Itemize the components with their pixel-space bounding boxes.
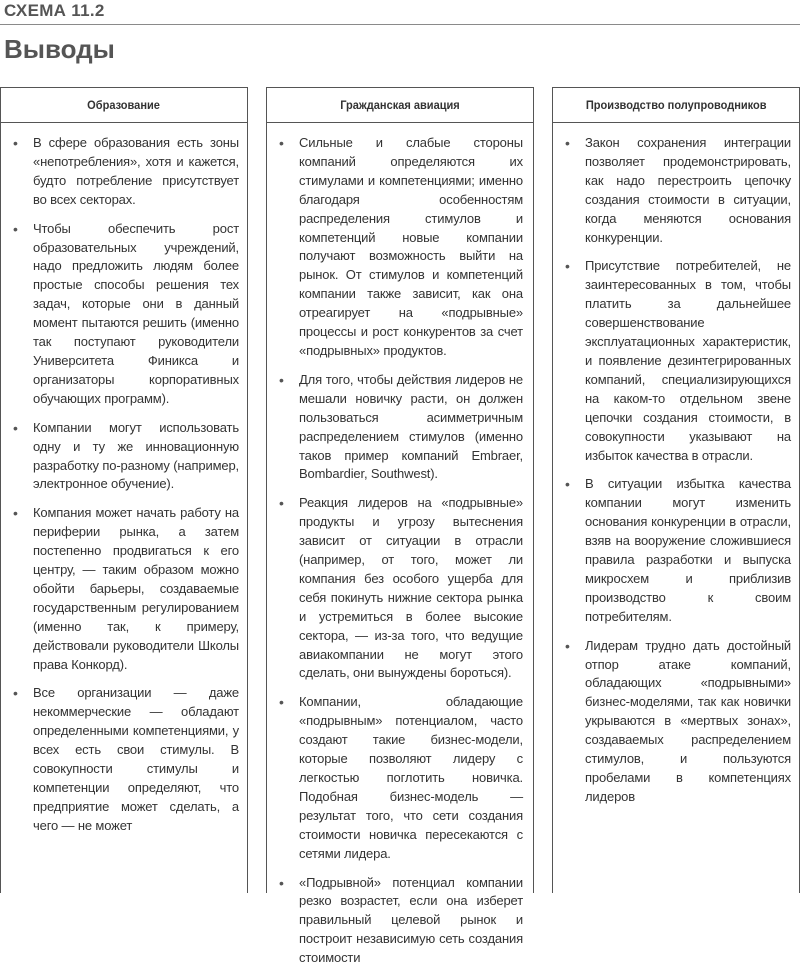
column-header [1, 88, 247, 123]
bullet-icon: • [279, 371, 284, 388]
bullet-icon: • [13, 135, 18, 151]
bullet-icon: • [565, 637, 570, 654]
list-item [13, 419, 239, 495]
column-semiconductors [552, 87, 800, 893]
column-header [553, 88, 799, 123]
bullet-icon: • [279, 694, 284, 711]
list-item [13, 134, 239, 210]
list-item-text: Для того, чтобы действия лидеров не мешали новичку расти, он должен пользоваться асимметричным распределением стимулов (именно таков пример компаний Embraer, Bombardier, Southwest). [299, 371, 523, 482]
list-item-text: Лидерам трудно дать достойный отпор атаке компаний, обладающих «подрывными» бизнес-моделями, так как новички укрываются в «мертвых зонах», создаваемых распределением стимулов, и пользуются пробелами в компетенциях лидеров [585, 637, 791, 804]
list-item-text: Компании могут использовать одну и ту же инновационную разработку по-разному (например, электронное обучение). [33, 419, 239, 492]
page-title: Выводы [4, 34, 115, 64]
bullet-icon: • [565, 135, 570, 151]
list-item [279, 371, 523, 484]
list-item-text: Присутствие потребителей, не заинтересованных в том, чтобы платить за дальнейшее совершенствование эксплуатационных характеристик, и появление дезинтегрированных компаний, специализирующихся на каком-то отдельном звене цепочки создания стоимости, в совокупности указывают на избыток качества в отрасли. [585, 258, 791, 463]
bullet-list [267, 123, 533, 968]
bullet-icon: • [13, 419, 18, 436]
bullet-icon: • [279, 135, 284, 151]
column-header-label: Образование [87, 98, 161, 112]
list-item-text: Сильные и слабые стороны компаний определяются их стимулами и компетенциями; именно благодаря особенностям распределения стимулов и компетенций новые компании получают возможность выйти на рынок. От стимулов и компетенций компании также зависит, как она отреагирует на «подрывные» процессы и рост конкурентов за счет «подрывных» продуктов. [299, 135, 523, 358]
bullet-list [553, 123, 799, 807]
list-item [13, 220, 239, 409]
scheme-label: СХЕМА 11.2 [4, 1, 105, 20]
column-header [267, 88, 533, 123]
list-item-text: Компании, обладающие «подрывным» потенциалом, часто создают такие бизнес-модели, которые позволяют лидеру с легкостью поглотить новичка. Подобная бизнес-модель — результат того, что сети создания стоимости новичка пересекаются с сетями лидера. [299, 694, 523, 861]
top-divider [0, 24, 800, 25]
bullet-icon: • [565, 258, 570, 275]
list-item-text: Закон сохранения интеграции позволяет продемонстрировать, как надо перестроить цепочку создания стоимости в ситуации, когда меняются основания конкуренции. [585, 135, 791, 245]
list-item-text: Чтобы обеспечить рост образовательных учреждений, надо предложить людям более простые способы решения тех задач, которые они в данный момент пытаются решить (именно так поступают руководители Университета Финикса и организаторы корпоративных обучающих программ). [33, 220, 239, 406]
bullet-list [1, 123, 247, 836]
bullet-icon: • [13, 220, 18, 237]
column-header-label: Гражданская авиация [340, 98, 460, 112]
list-item [565, 257, 791, 465]
list-item [565, 475, 791, 626]
list-item-text: Все организации — даже некоммерческие — обладают определенными компетенциями, у всех есть свои стимулы. В совокупности стимулы и компетенции определяют, что предприятие может сделать, а чего — не может [33, 685, 239, 833]
column-education [0, 87, 248, 893]
list-item [13, 504, 239, 674]
list-item [279, 874, 523, 968]
column-civil-aviation [266, 87, 534, 966]
list-item [565, 134, 791, 247]
list-item-text: В сфере образования есть зоны «непотребления», хотя и кажется, будто потребление присутствует во всех секторах. [33, 135, 239, 207]
list-item [279, 693, 523, 863]
column-header-label: Производство полупроводников [585, 98, 767, 112]
bullet-icon: • [279, 495, 284, 512]
list-item-text: В ситуации избытка качества компании могут изменить основания конкуренции в отрасли, взяв на вооружение сложившиеся правила разработки и выпуска микросхем и приблизив производство к своим потребителям. [585, 476, 791, 624]
list-item [13, 684, 239, 835]
bullet-icon: • [13, 505, 18, 522]
list-item-text: «Подрывной» потенциал компании резко возрастет, если она изберет правильный целевой рынок и построит независимую сеть создания стоимости [299, 874, 523, 966]
bullet-icon: • [279, 874, 284, 891]
list-item [565, 637, 791, 807]
list-item [279, 494, 523, 683]
bullet-icon: • [565, 476, 570, 493]
list-item [279, 134, 523, 361]
bullet-icon: • [13, 685, 18, 702]
list-item-text: Компания может начать работу на периферии рынка, а затем постепенно продвигаться к его центру, — таким образом можно обойти барьеры, создаваемые государственным регулированием (именно так, к примеру, действовали руководители Школы права Конкорд). [33, 505, 239, 672]
list-item-text: Реакция лидеров на «подрывные» продукты и угрозу вытеснения зависит от ситуации в отрасли (например, от того, может ли компания без особого ущерба для себя покинуть нижние сектора рынка и устремиться в более высокие сектора, — из-за того, что ведущие авиакомпании не могут этого сделать, они вынуждены бороться). [299, 495, 523, 681]
